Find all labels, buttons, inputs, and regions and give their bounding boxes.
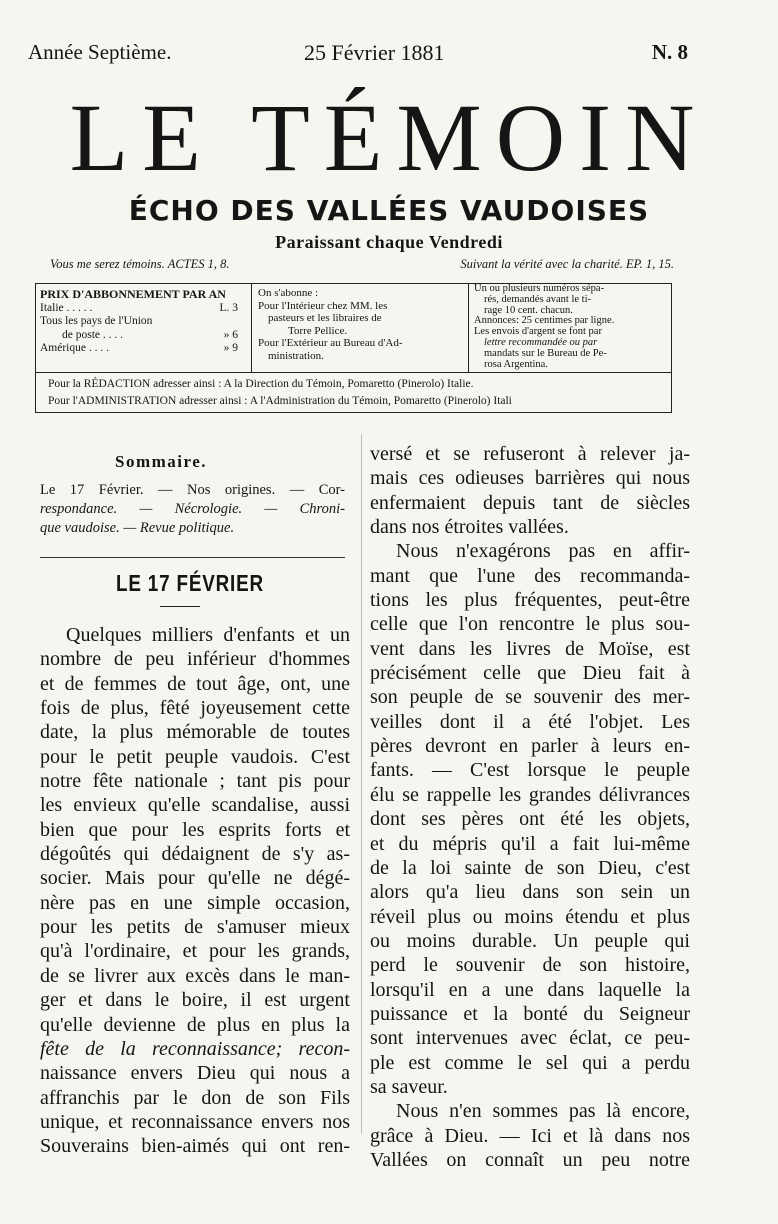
article-line: qu'elle devienne de plus en plus la [40,1013,350,1036]
numeros-line: rage 10 cent. chacun. [484,304,573,316]
subscription-box [35,283,672,413]
numeros-line: Un ou plusieurs numéros sépa- [474,283,605,294]
article-line: versé et se refuseront à relever ja- [370,443,690,465]
issue-date: 25 Février 1881 [304,40,445,65]
sommaire-line: que vaudoise. — Revue politique. [40,520,235,536]
article-line: fête de la reconnaissance; recon- [40,1037,350,1060]
abonne-line: On s'abonne : [258,287,319,299]
price-amount: » 9 [223,342,238,354]
price-place: Italie . . . . . [40,301,93,314]
sommaire-line: respondance. — Nécrologie. — Chroni- [40,501,345,517]
box-divider [468,284,469,372]
title-ornament [160,606,200,607]
abonne-line: Pour l'Extérieur au Bureau d'Ad- [258,337,403,349]
newspaper-title: LE TÉMOIN [69,84,709,191]
article-line: mant que l'une des recommanda- [370,564,690,587]
sommaire-line: Le 17 Février. — Nos origines. — Cor- [40,482,345,498]
issue-number: N. 8 [651,40,688,64]
article-line: ou moins durable. Un peuple qui [370,929,690,952]
sommaire-heading: Sommaire. [115,452,208,471]
numeros-line: mandats sur le Bureau de Pe- [484,347,607,359]
article-line: sont intervenues avec éclat, ce peu- [370,1027,690,1050]
section-separator [40,557,345,558]
article-line: date, la plus mémorable de toutes [40,721,350,744]
article-line: enfermaient depuis tant de siècles [370,491,690,514]
article-line: celle que l'on rencontre le plus sou- [370,613,690,636]
motto-left: Vous me serez témoins. ACTES 1, 8. [50,257,230,271]
box-divider [251,284,252,372]
article-line: et du mépris qu'il a fait lui-même [370,832,690,855]
price-section [40,288,238,356]
price-place: Amérique . . . . [40,342,109,354]
article-line: de se livrer aux excès dans le man- [40,964,350,987]
article-line: naissance envers Dieu qui nous a [40,1062,350,1085]
article-line: lorsqu'il en a une dans laquelle la [370,978,690,1001]
article-line: nombre de peu inférieur d'hommes [40,648,350,671]
article-line: les envieux qu'elle scandalise, aussi [40,794,350,817]
article-line: puissance et la bonté du Seigneur [370,1002,690,1025]
article-line: tions les plus fréquentes, peut-être [370,589,690,612]
article-line: vent dans les livres de Moïse, est [370,637,690,660]
abonne-line: pasteurs et les libraires de [268,312,382,324]
article-title: LE 17 FÉVRIER [116,570,264,596]
numeros-line: rosa Argentina. [484,358,548,370]
article-line: mais ces odieuses barrières qui nous [370,467,690,490]
article-line: et de femmes de tout âge, ont, une [40,672,350,695]
price-amount: L. 3 [219,301,238,314]
article-line: dégoûtés qui dédaignent de s'y as- [40,843,350,866]
article-line: pères devront en parler à leurs en- [370,735,690,758]
article-line: élu se rappelle les grandes délivrances [370,783,690,806]
article-line: Vallées on connaît un peu notre [370,1148,690,1171]
article-line: bien que pour les esprits forts et [40,818,350,841]
article-line: son peuple de se souvenir des mer- [370,686,690,709]
article-line: sa saveur. [370,1075,448,1098]
article-line: alors qu'a lieu dans son sein un [370,881,690,904]
sommaire-text [40,481,345,538]
abonne-line: Pour l'Intérieur chez MM. les [258,299,388,312]
article-line: qu'à l'ordinaire, et pour les grands, [40,940,350,963]
article-line: pour les petits de s'amuser mieux [40,916,350,939]
numeros-section [474,284,670,370]
price-place: de poste . . . . [62,328,124,341]
article-line: Quelques milliers d'enfants et un [66,624,350,646]
article-line: ple est comme le sel qui a perdu [370,1051,690,1074]
article-line: Nous n'en sommes pas là encore, [396,1100,690,1123]
article-line: réveil plus ou moins étendu et plus [370,905,690,928]
price-place: Tous les pays de l'Union [40,315,153,327]
article-line: notre fête nationale ; tant pis pour [40,770,350,793]
newspaper-subtitle: ÉCHO DES VALLÉES VAUDOISES [128,194,650,227]
article-line: Nous n'exagérons pas en affir- [396,540,690,563]
article-line: grâce à Dieu. — Ici et là dans nos [370,1124,690,1147]
article-line: Souverains bien-aimés qui ont ren- [40,1135,350,1158]
column-divider [361,434,363,1134]
numeros-line: Les envois d'argent se font par [474,326,602,338]
article-line: veilles dont il a été l'objet. Les [370,710,690,733]
abonne-line: Torre Pellice. [288,324,348,337]
article-line: affranchis par le don de son Fils [40,1086,350,1109]
numeros-line: lettre recommandée ou par [484,336,598,348]
article-line: unique, et reconnaissance envers nos [40,1110,350,1133]
motto-right: Suivant la vérité avec la charité. EP. 1, 15. [460,257,674,271]
article-line: fants. — C'est lorsque le peuple [370,759,690,782]
administration-address: Pour l'ADMINISTRATION adresser ainsi : A l'Administration du Témoin, Pomaretto (Pinerolo) Itali [48,395,512,407]
article-line: précisément celle que Dieu fait à [370,662,690,685]
article-column-2 [370,442,690,1172]
price-amount: » 6 [223,328,238,341]
numeros-line: Annonces: 25 centimes par ligne. [474,315,615,327]
article-line: ger et dans le boire, il est urgent [40,989,350,1012]
article-line: dont ses pères ont été les objets, [370,808,690,831]
price-title: PRIX D'ABBONNEMENT PAR AN [40,287,226,301]
abonne-line: ministration. [268,349,324,362]
publication-frequency: Paraissant chaque Vendredi [275,232,503,252]
year-label: Année Septième. [28,40,172,64]
article-line: pour le petit peuple vaudois. C'est [40,745,350,768]
article-line: perd le souvenir de son histoire, [370,954,690,977]
article-line: dans nos étroites vallées. [370,516,569,539]
article-line: socier. Mais pour qu'elle ne dégé- [40,867,350,890]
box-rule [36,372,671,373]
numeros-line: rés, demandés avant le ti- [484,293,591,305]
article-line: de la loi sainte de son Dieu, c'est [370,856,690,879]
abonne-section [258,287,462,362]
article-column-1 [40,623,350,1159]
article-line: nère pas en une simple occasion, [40,891,350,914]
redaction-address: Pour la RÉDACTION adresser ainsi : A la Direction du Témoin, Pomaretto (Pinerolo) Italie. [48,378,474,390]
article-line: fois de plus, fêté joyeusement cette [40,697,350,720]
